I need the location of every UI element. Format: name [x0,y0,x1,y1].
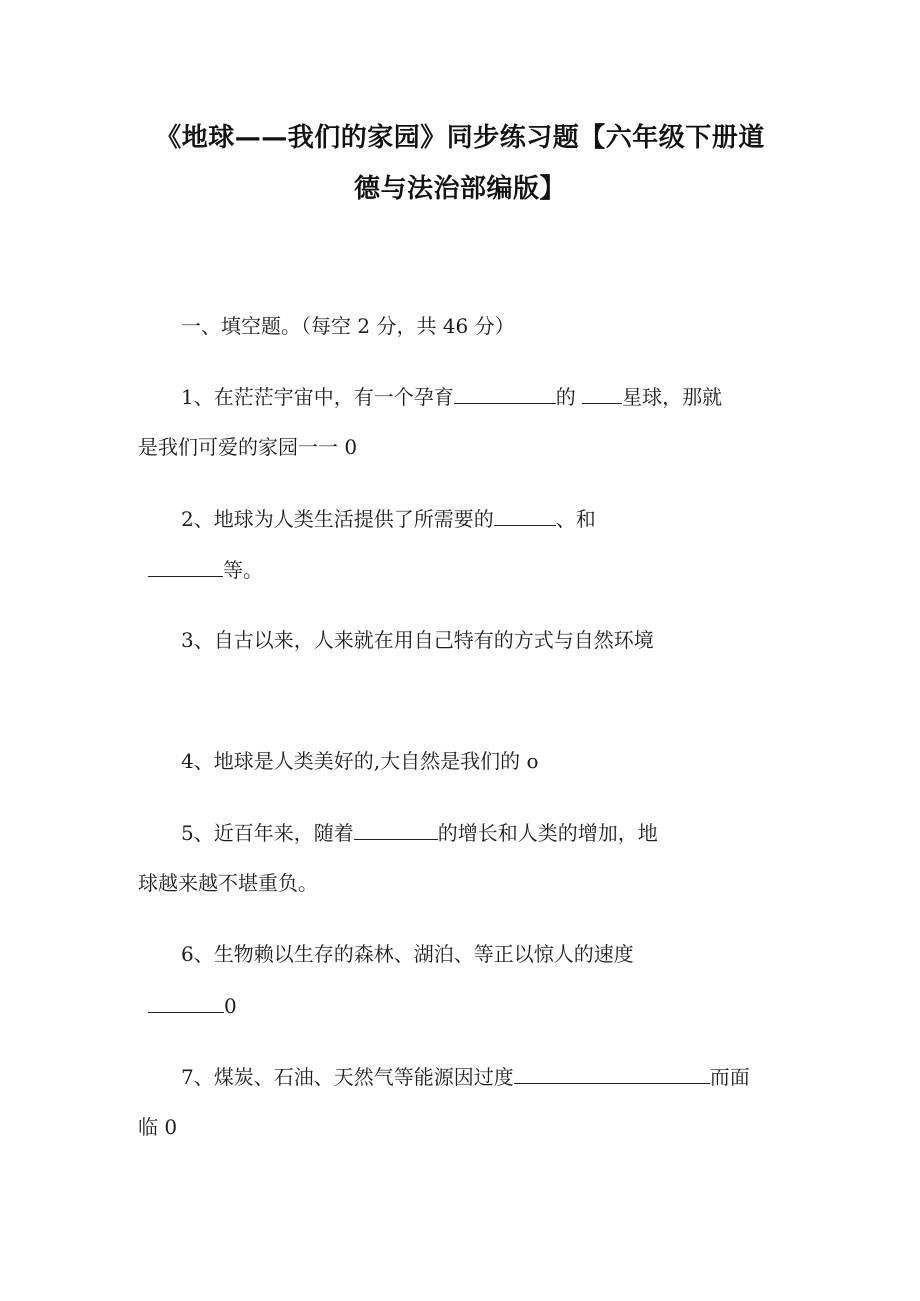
question-1-blank-1[interactable] [454,381,556,404]
question-6-line-1: 6、生物赖以生存的森林、湖泊、等正以惊人的速度 [181,942,634,966]
question-3-line-1: 3、自古以来，人来就在用自己特有的方式与自然环境 [181,628,654,652]
question-2-blank-1[interactable] [494,503,556,526]
question-4-line-1: 4、地球是人类美好的,大自然是我们的 o [181,749,539,773]
question-7-line-2: 临 0 [138,1115,178,1139]
question-2-text-c: 等。 [223,558,263,582]
question-7-text-a: 7、煤炭、石油、天然气等能源因过度 [181,1065,514,1089]
question-7-text-b: 而面 [709,1065,750,1089]
document-title-line-1: 《地球——我们的家园》同步练习题【六年级下册道 [155,123,765,153]
question-5-line-2: 球越来越不堪重负。 [138,871,318,895]
question-5-line-1 [181,817,658,848]
question-2-text-b: 、和 [555,507,596,531]
question-2-line-1 [181,503,596,534]
question-2-text-a: 2、地球为人类生活提供了所需要的 [181,507,494,531]
question-6-line-2 [148,990,237,1021]
question-5-text-a: 5、近百年来，随着 [181,821,354,845]
section-heading: 一、填空题。（每空 2 分，共 46 分） [181,314,515,338]
question-1-text-b: 的 [555,385,576,409]
question-7-line-1 [181,1061,750,1092]
question-5-text-b: 的增长和人类的增加，地 [437,821,658,845]
question-1-text-a: 1、在茫茫宇宙中，有一个孕育 [181,385,454,409]
question-6-blank-1[interactable] [148,990,224,1013]
question-2-blank-2[interactable] [148,554,223,577]
question-5-blank-1[interactable] [354,817,438,840]
question-1-text-c: 星球，那就 [622,385,723,409]
question-1-line-1 [181,381,722,412]
question-7-blank-1[interactable] [514,1061,710,1084]
question-2-line-2 [148,554,263,585]
question-1-line-2: 是我们可爱的家园一一 0 [138,435,358,459]
document-title-line-2: 德与法治部编版】 [353,174,566,204]
question-6-text-b: 0 [224,994,237,1018]
question-1-blank-2[interactable] [582,381,622,404]
